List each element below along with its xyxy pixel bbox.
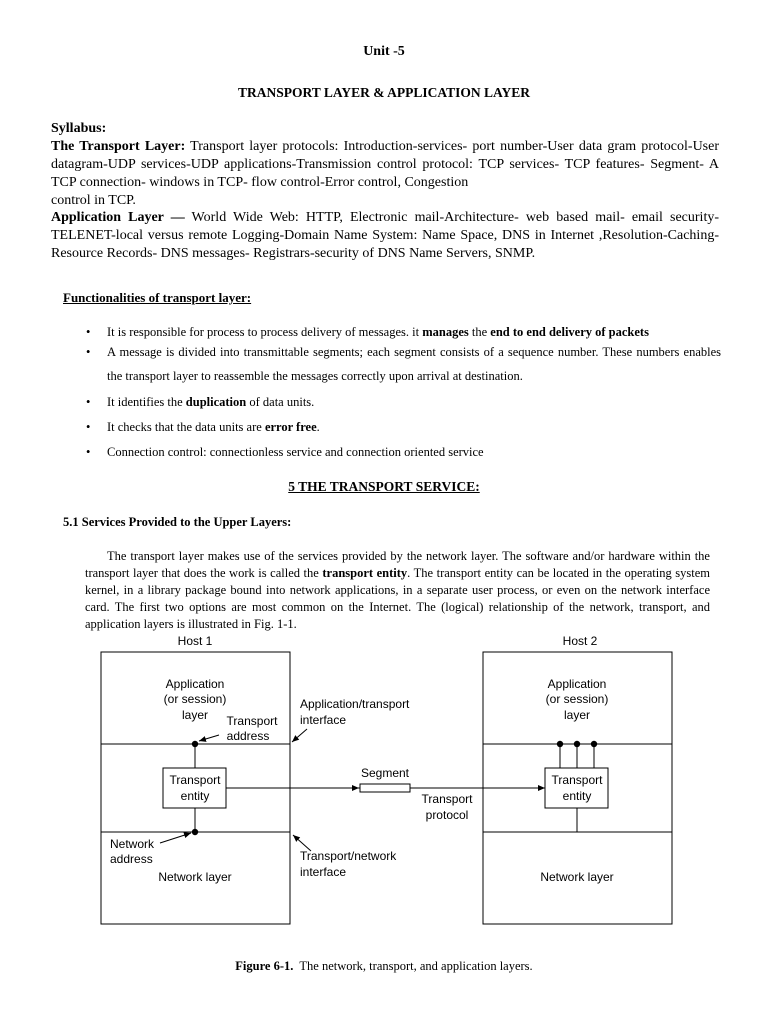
host1-app-line2: (or session) <box>163 692 227 706</box>
transport-protocol-line2: protocol <box>425 808 469 822</box>
host1-network-layer: Network layer <box>158 870 232 884</box>
host1-app-line1: Application <box>165 677 225 691</box>
transport-layer-text: Transport layer protocols: Introduction-services- port number-User data gram protocol-User datagram-UDP services-UDP applications-Transmission control protocol: TCP services- TCP features- Segment- A TCP connection- windows in TCP- flow control-Error control, Congestion <box>51 139 720 191</box>
unit-heading: Unit -5 <box>363 44 405 59</box>
transport-address-arrow <box>199 735 219 741</box>
page-title: TRANSPORT LAYER & APPLICATION LAYER <box>237 85 531 100</box>
subsection-heading: 5.1 Services Provided to the Upper Layers: <box>63 515 292 529</box>
network-address-line1: Network <box>110 837 155 851</box>
app-transport-interface-arrow <box>292 729 307 742</box>
host2-app-line2: (or session) <box>545 692 609 706</box>
transport-network-interface-line2: interface <box>300 865 347 879</box>
syllabus-heading: Syllabus: <box>51 121 107 136</box>
segment-label: Segment <box>360 766 410 780</box>
transport-layer-label: The Transport Layer: <box>51 139 186 154</box>
host2-network-layer: Network layer <box>540 870 614 884</box>
host1-network-address-dot <box>192 829 198 835</box>
transport-address-line1: Transport <box>226 714 278 728</box>
host2-port-dot-3 <box>591 741 597 747</box>
syllabus-transport-paragraph <box>51 138 719 193</box>
list-item: • It is responsible for process to process delivery of messages. it manages the end to end delivery of packets <box>81 324 721 341</box>
host1-app-line3: layer <box>181 708 209 722</box>
syllabus-transport-tail: control in TCP. <box>51 193 136 208</box>
section-heading: 5 THE TRANSPORT SERVICE: <box>288 479 480 494</box>
application-layer-label: Application Layer — <box>51 210 185 225</box>
list-item: • Connection control: connectionless service and connection oriented service <box>81 444 721 461</box>
syllabus-application-paragraph <box>51 209 719 264</box>
application-layer-text: World Wide Web: HTTP, Electronic mail-Architecture- web based mail- email security- TELENET-local versus remote Logging-Domain Name System: Name Space, DNS in Internet ,Resolution-Caching- Resource Records- DNS messages- Registrars-security of DNS Name Servers, SNMP. <box>51 210 719 262</box>
transport-network-interface-line1: Transport/network <box>300 849 397 863</box>
transport-layers-diagram <box>0 631 768 931</box>
host1-entity-line2: entity <box>180 789 210 803</box>
host2-port-dot-1 <box>557 741 563 747</box>
transport-protocol-line1: Transport <box>421 792 473 806</box>
host1-label: Host 1 <box>177 634 213 648</box>
host2-app-line1: Application <box>547 677 607 691</box>
functionalities-heading: Functionalities of transport layer: <box>63 290 252 305</box>
segment-box <box>360 784 410 792</box>
list-item: • It checks that the data units are error free. <box>81 419 721 436</box>
network-address-arrow <box>160 833 191 843</box>
host1-entity-line1: Transport <box>169 773 221 787</box>
functionalities-list <box>81 324 721 461</box>
app-transport-interface-line2: interface <box>300 713 347 727</box>
app-transport-interface-line1: Application/transport <box>300 697 410 711</box>
figure-caption: Figure 6-1. The network, transport, and application layers. <box>235 959 533 973</box>
list-item: • It identifies the duplication of data units. <box>81 394 721 411</box>
network-address-line2: address <box>110 852 153 866</box>
body-paragraph: The transport layer makes use of the services provided by the network layer. The software and/or hardware within the transport layer that does the work is called the transport entity. The transport entity can be located in the operating system kernel, in a library package bound into network applications, in a separate user process, or even on the network interface card. The first two options are most common on the Internet. The (logical) relationship of the network, transport, and application layers is illustrated in Fig. 1-1. <box>85 549 710 631</box>
host2-port-dot-2 <box>574 741 580 747</box>
host2-app-line3: layer <box>563 708 591 722</box>
host2-entity-line2: entity <box>562 789 592 803</box>
transport-address-line2: address <box>226 729 270 743</box>
host1-transport-address-dot <box>192 741 198 747</box>
host2-entity-line1: Transport <box>551 773 603 787</box>
list-item: • A message is divided into transmittable segments; each segment consists of a sequence number. These numbers enables the transport layer to reassemble the messages correctly upon arrival at destination. <box>81 340 721 388</box>
host2-label: Host 2 <box>562 634 598 648</box>
